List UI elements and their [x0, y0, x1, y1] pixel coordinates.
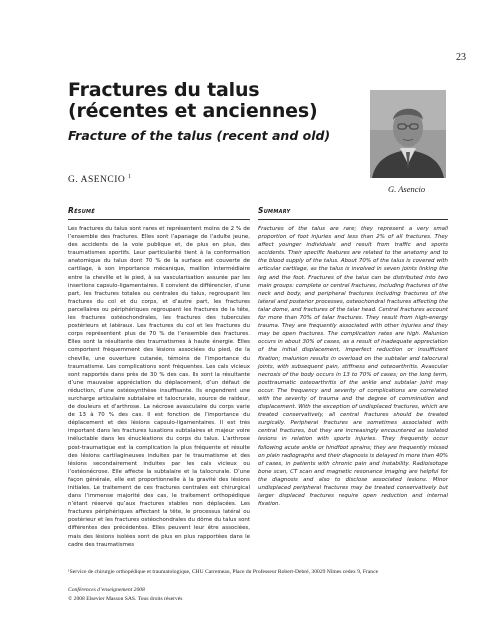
article-title: Fractures du talus (récentes et anciennes): [68, 79, 318, 122]
page-number: 23: [456, 52, 466, 63]
summary-text: Fractures of the talus are rare; they represent a very small proportion of foot injuries and less than 2% of all fractures. They affect younger individuals and result from traffic and sports accidents. Their specific features are related to the anatomy and to the blood supply of the talus. About 70% of the talus is covered with articular cartilage, as the talus is involved in seven joints linking the leg and the foot. Fractures of the talus can be distributed into two main groups: complete or central fractures, including fractures of the neck and body, and peripheral fractures including fractures of the lateral and posterior processes, osteochondral fractures affecting the talar dome, and fractures of the talar head. Central fractures account for more than 70% of talar fractures. They result from high-energy trauma. They are frequently associated with other injuries and they may be open fractures. The complication rates are high. Malunion occurs in about 30% of cases, as a result of inadequate appreciation of the initial displacement, imperfect reduction or insufficient fixation; malunion results in overload on the subtalar and talocrural joints, with subsequent pain, stiffness and osteoarthritis. Avascular necrosis of the body occurs in 13 to 70% of cases; on the long term, posttraumatic osteoarthritis of the ankle and subtalar joint may occur. The frequency and severity of complications are correlated with the severity of trauma and the degree of comminution and displacement. With the exception of undisplaced fractures, which are treated conservatively, all central fractures should be treated surgically. Peripheral fractures are sometimes associated with central fractures, but they are increasingly encountered as isolated lesions in relation with sports injuries. They frequently occur following acute ankle or hindfoot sprains; they are frequently missed on plain radiographs and their diagnosis is delayed in more than 40% of cases, in patients with chronic pain and instability. Radioisotope bone scan, CT scan and magnetic resonance imaging are helpful for the diagnosis and also to disclose associated lesions. Minor undisplaced peripheral fractures may be treated conservatively but larger displaced fractures require open reduction and internal fixation.: [258, 226, 448, 508]
author-line: [68, 174, 132, 185]
resume-text: Les fractures du talus sont rares et représentent moins de 2 % de l’ensemble des fractures. Elles sont l’apanage de l’adulte jeune, des accidents de la voie publique et, de plus en plus, des traumatismes sportifs. Leur particularité tient à la conformation anatomique du talus dont 70 % de la surface est couverte de cartilage, à son importance mécanique, maillon intermédiaire entre la cheville et le pied, à sa vascularisation assurée par les insertions capsulo-ligamentaires. Il convient de différencier, d’une part, les fractures totales ou centrales du talus, regroupant les fractures du col et du corps, et d’autre part, les fractures parcellaires ou périphériques regroupant les fractures de la tête, les fractures ostéochondrales, les fractures des tubercules postérieurs et latéraux. Les fractures du col et les fractures du corps représentent plus de 70 % de l’ensemble des fractures. Elles sont la résultante des traumatismes à haute énergie. Elles comportent fréquemment des lésions associées du pied, de la cheville, une ouverture cutanée, témoins de l’importance du traumatisme. Les complications sont fréquentes. Les cals vicieux sont rapportés dans près de 30 % des cas. Ils sont la résultante d’une mauvaise appréciation du déplacement, d’un défaut de réduction, d’une ostéosynthèse insuffisante. Ils engendrent une surcharge articulaire subtalaire et talocrurale, source de raideur, de douleurs et d’arthrose. La nécrose avasculaire du corps varie de 13 à 70 % des cas. Il est fonction de l’importance du déplacement et des lésions capsulo-ligamentaires. Il est très important dans les fractures luxations subtalaires et majeur voire inéluctable dans les énucléations du corps du talus. L’arthrose post-traumatique est la complication la plus fréquente et résulte des lésions cartilagineuses induites par le traumatisme et des lésions secondairement induites par les cals vicieux ou l’ostéonécrose. Elle affecte la subtalaire et la talocrurale. D’une façon générale, elle est proportionnelle à la gravité des lésions initiales. Le traitement de ces fractures centrales est chirurgical dans l’immense majorité des cas, le traitement orthopédique n’étant réservé qu’aux fractures stables non déplacées. Les fractures périphériques affectant la tête, le processus latéral ou postérieur et les fractures ostéochondrales du dôme du talus sont différentes des précédentes. Elles peuvent leur être associées, mais des lésions isolées sont de plus en plus rapportées dans le cadre des traumatismes: [68, 226, 250, 548]
summary-heading: Summary: [258, 206, 291, 215]
author-portrait-image: [370, 90, 446, 178]
summary-rule: [258, 219, 448, 220]
author-photo: [370, 90, 446, 178]
photo-caption: G. Asencio: [388, 184, 426, 194]
journal-name: Conférences d’enseignement 2008: [68, 587, 145, 593]
author-name: G. ASENCIO: [68, 175, 126, 186]
resume-heading: Résumé: [68, 206, 96, 215]
copyright-notice: © 2008 Elsevier Masson SAS. Tous droits réservés: [68, 596, 183, 602]
author-affiliation-marker: 1: [128, 174, 132, 180]
affiliation-footnote: ¹Service de chirurgie orthopédique et traumatologique, CHU Carremeau, Place du Professeur Robert-Debré, 30029 Nîmes cedex 9, France: [68, 569, 379, 575]
article-subtitle: Fracture of the talus (recent and old): [68, 128, 331, 143]
resume-rule: [68, 219, 250, 220]
